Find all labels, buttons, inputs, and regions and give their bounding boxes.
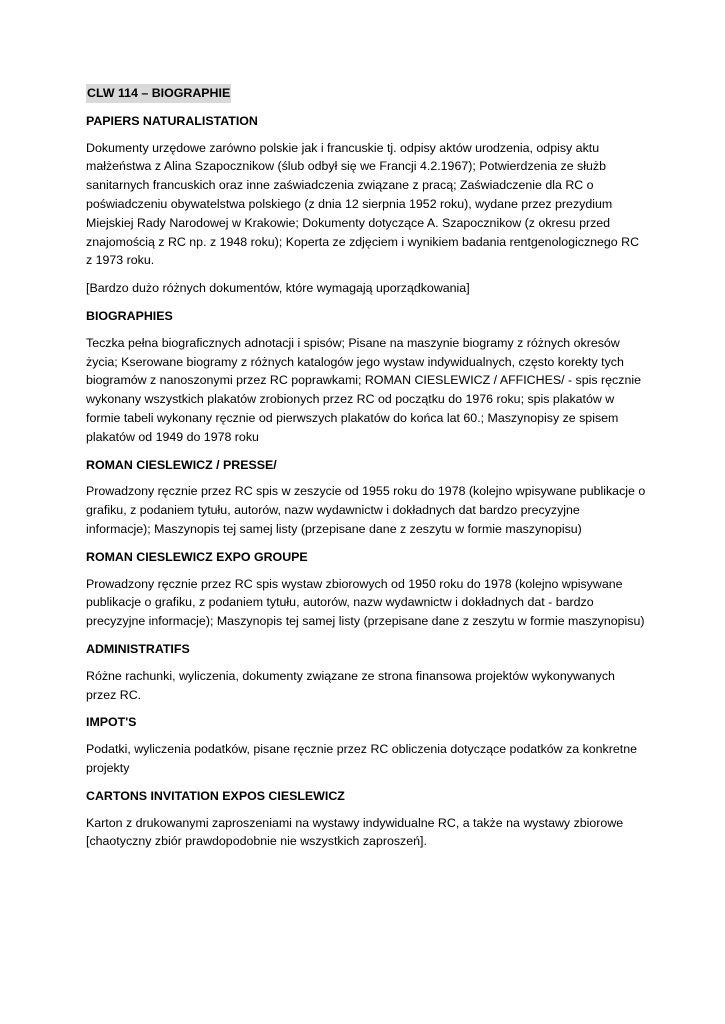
section-paragraph: Różne rachunki, wyliczenia, dokumenty związane ze strona finansowa projektów wykonywanych przez RC.	[86, 668, 615, 702]
section-heading-expo-groupe: ROMAN CIESLEWICZ EXPO GROUPE	[86, 549, 308, 564]
section-paragraph: Dokumenty urzędowe zarówno polskie jak i francuskie tj. odpisy aktów urodzenia, odpisy aktu małżeństwa z Alina Szapocznikow (ślub odbył się we Francji 4.2.1967); Potwierdzenia ze służb sanitarnych francuskich oraz inne zaświadczenia związane z pracą; Zaświadczenie dla RC o poświadczeniu obywatelstwa polskiego (z dnia 12 sierpnia 1952 roku), wydane przez prezydium Miejskiej Rady Narodowej w Krakowie; Dokumenty dotyczące A. Szapocznikow (z okresu przed znajomością z RC np. z 1948 roku); Koperta ze zdjęciem i wynikiem badania rentgenologicznego RC z 1973 roku.	[86, 140, 640, 268]
section-note: [Bardzo dużo różnych dokumentów, które wymagają uporządkowania]	[86, 281, 470, 296]
section-paragraph: Prowadzony ręcznie przez RC spis w zeszycie od 1955 roku do 1978 (kolejno wpisywane publikacje o grafiku, z podaniem tytułu, autorów, nazw wydawnictw i dokładnych dat bardzo precyzyjne informacje); Maszynopis tej samej listy (przepisane dane z zeszytu w formie maszynopisu)	[86, 484, 646, 536]
section-paragraph: Karton z drukowanymi zaproszeniami na wystawy indywidualne RC, a także na wystawy zbiorowe [chaotyczny zbiór prawdopodobnie nie wszystkich zaproszeń].	[86, 815, 624, 849]
document-title: CLW 114 – BIOGRAPHIE	[86, 84, 231, 103]
document-page	[86, 84, 646, 860]
section-heading-impots: IMPOT'S	[86, 715, 137, 730]
section-heading-administratifs: ADMINISTRATIFS	[86, 641, 190, 656]
section-paragraph: Teczka pełna biograficznych adnotacji i spisów; Pisane na maszynie biogramy z różnych okresów życia; Kserowane biogramy z różnych katalogów jego wystaw indywidualnych, często korekty tych biogramów z nanoszonymi przez RC poprawkami; ROMAN CIESLEWICZ / AFFICHES/ - spis ręcznie wykonany wszystkich plakatów zrobionych przez RC od początku do 1976 roku; spis plakatów w formie tabeli wykonany ręcznie od pierwszych plakatów do końca lat 60.; Maszynopisy ze spisem plakatów od 1949 do 1978 roku	[86, 335, 641, 444]
section-heading-cartons: CARTONS INVITATION EXPOS CIESLEWICZ	[86, 788, 345, 803]
section-heading-biographies: BIOGRAPHIES	[86, 308, 173, 323]
section-paragraph: Podatki, wyliczenia podatków, pisane ręcznie przez RC obliczenia dotyczące podatków za konkretne projekty	[86, 742, 637, 775]
section-paragraph: Prowadzony ręcznie przez RC spis wystaw zbiorowych od 1950 roku do 1978 (kolejno wpisywane publikacje o grafiku, z podaniem tytułu, autorów, nazw wydawnictw i dokładnych dat - bardzo precyzyjne informacje); Maszynopis tej samej listy (przepisane dane z zeszytu w formie maszynopisu)	[86, 576, 645, 629]
section-heading-presse: ROMAN CIESLEWICZ / PRESSE/	[86, 457, 277, 472]
section-heading-papiers: PAPIERS NATURALISTATION	[86, 113, 258, 128]
